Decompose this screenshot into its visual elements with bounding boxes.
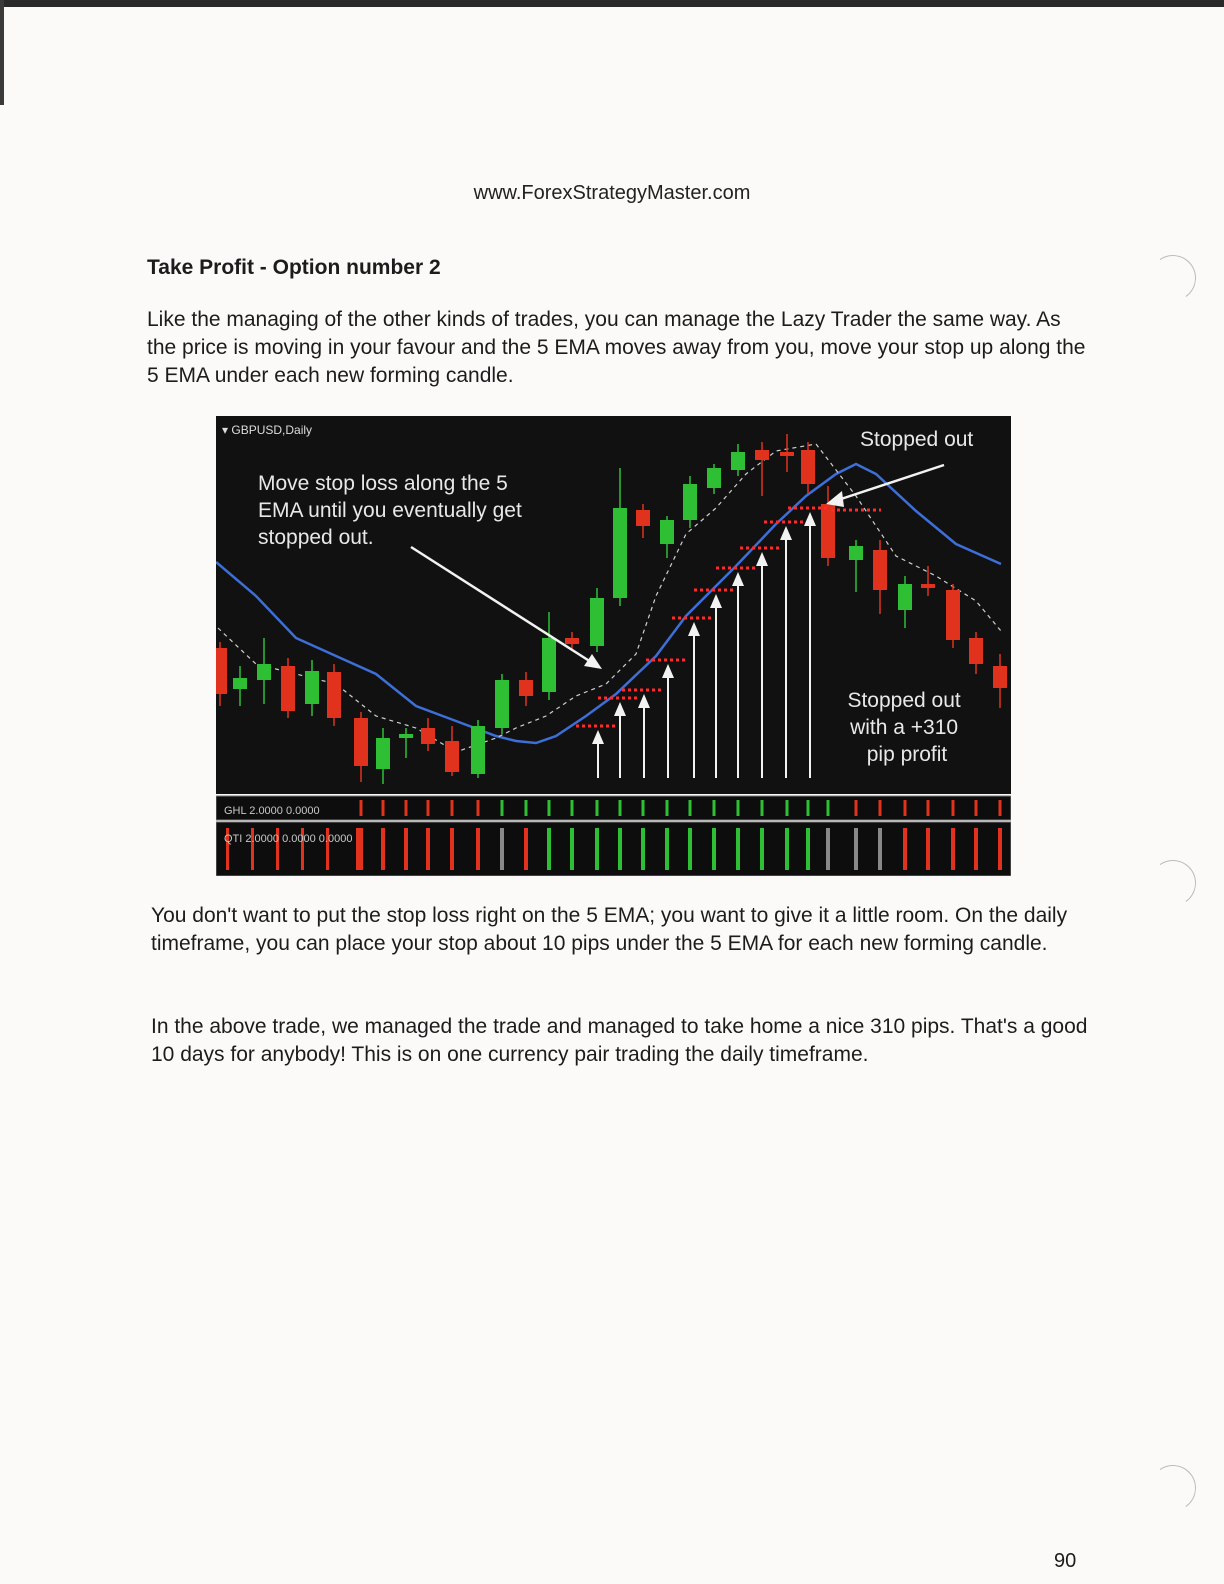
qti-bar	[476, 828, 480, 870]
ghl-bar	[786, 800, 789, 816]
intro-paragraph: Like the managing of the other kinds of trades, you can manage the Lazy Trader the same way. As the price is moving in your favour and the 5 EMA moves away from you, move your stop up along the 5 EMA under each new forming candle.	[147, 308, 1086, 387]
left-scan-border	[0, 0, 4, 105]
candle-body	[946, 590, 960, 640]
qti-bar	[736, 828, 740, 870]
qti-bar	[547, 828, 551, 870]
qti-bar	[500, 828, 504, 870]
candle-body	[821, 504, 835, 558]
ghl-bar	[596, 800, 599, 816]
ghl-bar	[571, 800, 574, 816]
qti-bar	[806, 828, 810, 870]
candle-body	[590, 598, 604, 646]
candle-body	[898, 584, 912, 610]
candle-body	[216, 648, 227, 694]
candle-body	[376, 738, 390, 769]
candle-body	[969, 638, 983, 664]
trade-result-paragraph: In the above trade, we managed the trade and managed to take home a nice 310 pips. That's a good 10 days for anybody! This is on one currency pair trading the daily timeframe.	[151, 1015, 1088, 1066]
candle-body	[233, 678, 247, 689]
candle-body	[421, 728, 435, 744]
ghl-bar	[807, 800, 810, 816]
qti-bar	[998, 828, 1002, 870]
candle-body	[305, 671, 319, 704]
ghl-bar	[761, 800, 764, 816]
qti-bar	[712, 828, 716, 870]
ghl-bar	[855, 800, 858, 816]
ghl-bar	[666, 800, 669, 816]
binder-hole-mark	[1146, 1461, 1199, 1514]
candle-body	[257, 664, 271, 680]
candle-body	[495, 680, 509, 728]
binder-hole-mark	[1146, 856, 1199, 909]
ghl-bar	[952, 800, 955, 816]
ghl-bar	[619, 800, 622, 816]
candle-body	[683, 484, 697, 520]
ghl-bar	[927, 800, 930, 816]
candle-body	[613, 508, 627, 598]
qti-bar	[381, 828, 384, 870]
ghl-bar	[451, 800, 454, 816]
candle-body	[354, 718, 368, 766]
qti-bar	[903, 828, 907, 870]
candle-body	[471, 726, 485, 774]
candle-body	[445, 741, 459, 772]
candle-body	[565, 638, 579, 644]
ghl-bar	[827, 800, 830, 816]
candle-body	[873, 550, 887, 590]
candle-body	[801, 450, 815, 484]
candle-body	[707, 468, 721, 488]
ghl-bar	[525, 800, 528, 816]
ghl-bar	[382, 800, 385, 816]
qti-bar	[760, 828, 764, 870]
candle-body	[660, 520, 674, 544]
ghl-label: GHL 2.0000 0.0000	[224, 805, 320, 817]
page-number: 90	[1054, 1550, 1077, 1572]
qti-bar	[426, 828, 430, 870]
candle-body	[921, 584, 935, 588]
ghl-bar	[713, 800, 716, 816]
candle-body	[849, 546, 863, 560]
stop-room-paragraph: You don't want to put the stop loss right on the 5 EMA; you want to give it a little room. On the daily timeframe, you can place your stop about 10 pips under the 5 EMA for each new forming candle.	[151, 904, 1068, 955]
candle-body	[636, 510, 650, 526]
ghl-bar	[975, 800, 978, 816]
qti-bar	[688, 828, 692, 870]
ghl-bar	[360, 800, 363, 816]
qti-bar	[665, 828, 669, 870]
qti-bar	[854, 828, 858, 870]
ghl-bar	[904, 800, 907, 816]
ghl-bar	[501, 800, 504, 816]
ghl-bar	[405, 800, 408, 816]
candle-body	[780, 452, 794, 456]
annotation-profit: Stopped out with a +310 pip profit	[847, 689, 961, 766]
qti-bar	[785, 828, 789, 870]
qti-bar	[404, 828, 408, 870]
binder-hole-mark	[1146, 251, 1199, 304]
qti-bar	[826, 828, 830, 870]
annotation-stopped-out: Stopped out	[860, 428, 974, 451]
ghl-bar	[737, 800, 740, 816]
forex-chart-screenshot	[216, 416, 1011, 876]
candle-body	[542, 638, 556, 692]
qti-bar	[524, 828, 528, 870]
qti-label: QTI 2.0000 0.0000 0.0000	[224, 833, 353, 845]
header-url: www.ForexStrategyMaster.com	[473, 182, 751, 204]
chart-canvas	[216, 416, 1011, 876]
qti-bar	[926, 828, 930, 870]
qti-bar	[356, 828, 359, 870]
qti-bar	[359, 828, 363, 870]
qti-bar	[570, 828, 574, 870]
candle-body	[731, 452, 745, 470]
qti-indicator-panel	[216, 822, 1011, 876]
top-scan-border	[0, 0, 1224, 7]
candle-body	[399, 734, 413, 738]
symbol-label: ▾ GBPUSD,Daily	[222, 423, 313, 437]
ghl-bar	[477, 800, 480, 816]
annotation-move-stop: Move stop loss along the 5 EMA until you eventually get stopped out.	[258, 472, 522, 549]
ghl-bar	[427, 800, 430, 816]
candle-body	[281, 666, 295, 711]
qti-bar	[618, 828, 622, 870]
qti-bar	[595, 828, 599, 870]
qti-bar	[878, 828, 882, 870]
ghl-indicator-panel	[216, 796, 1011, 820]
qti-bar	[450, 828, 454, 870]
qti-bar	[951, 828, 955, 870]
ghl-bar	[548, 800, 551, 816]
candle-body	[993, 666, 1007, 688]
ghl-bar	[642, 800, 645, 816]
candle-body	[327, 672, 341, 718]
ghl-bar	[879, 800, 882, 816]
section-heading: Take Profit - Option number 2	[147, 256, 441, 279]
ghl-bar	[689, 800, 692, 816]
ghl-bar	[999, 800, 1002, 816]
candle-body	[755, 450, 769, 460]
qti-bar	[974, 828, 978, 870]
candle-body	[519, 680, 533, 696]
qti-bar	[641, 828, 645, 870]
